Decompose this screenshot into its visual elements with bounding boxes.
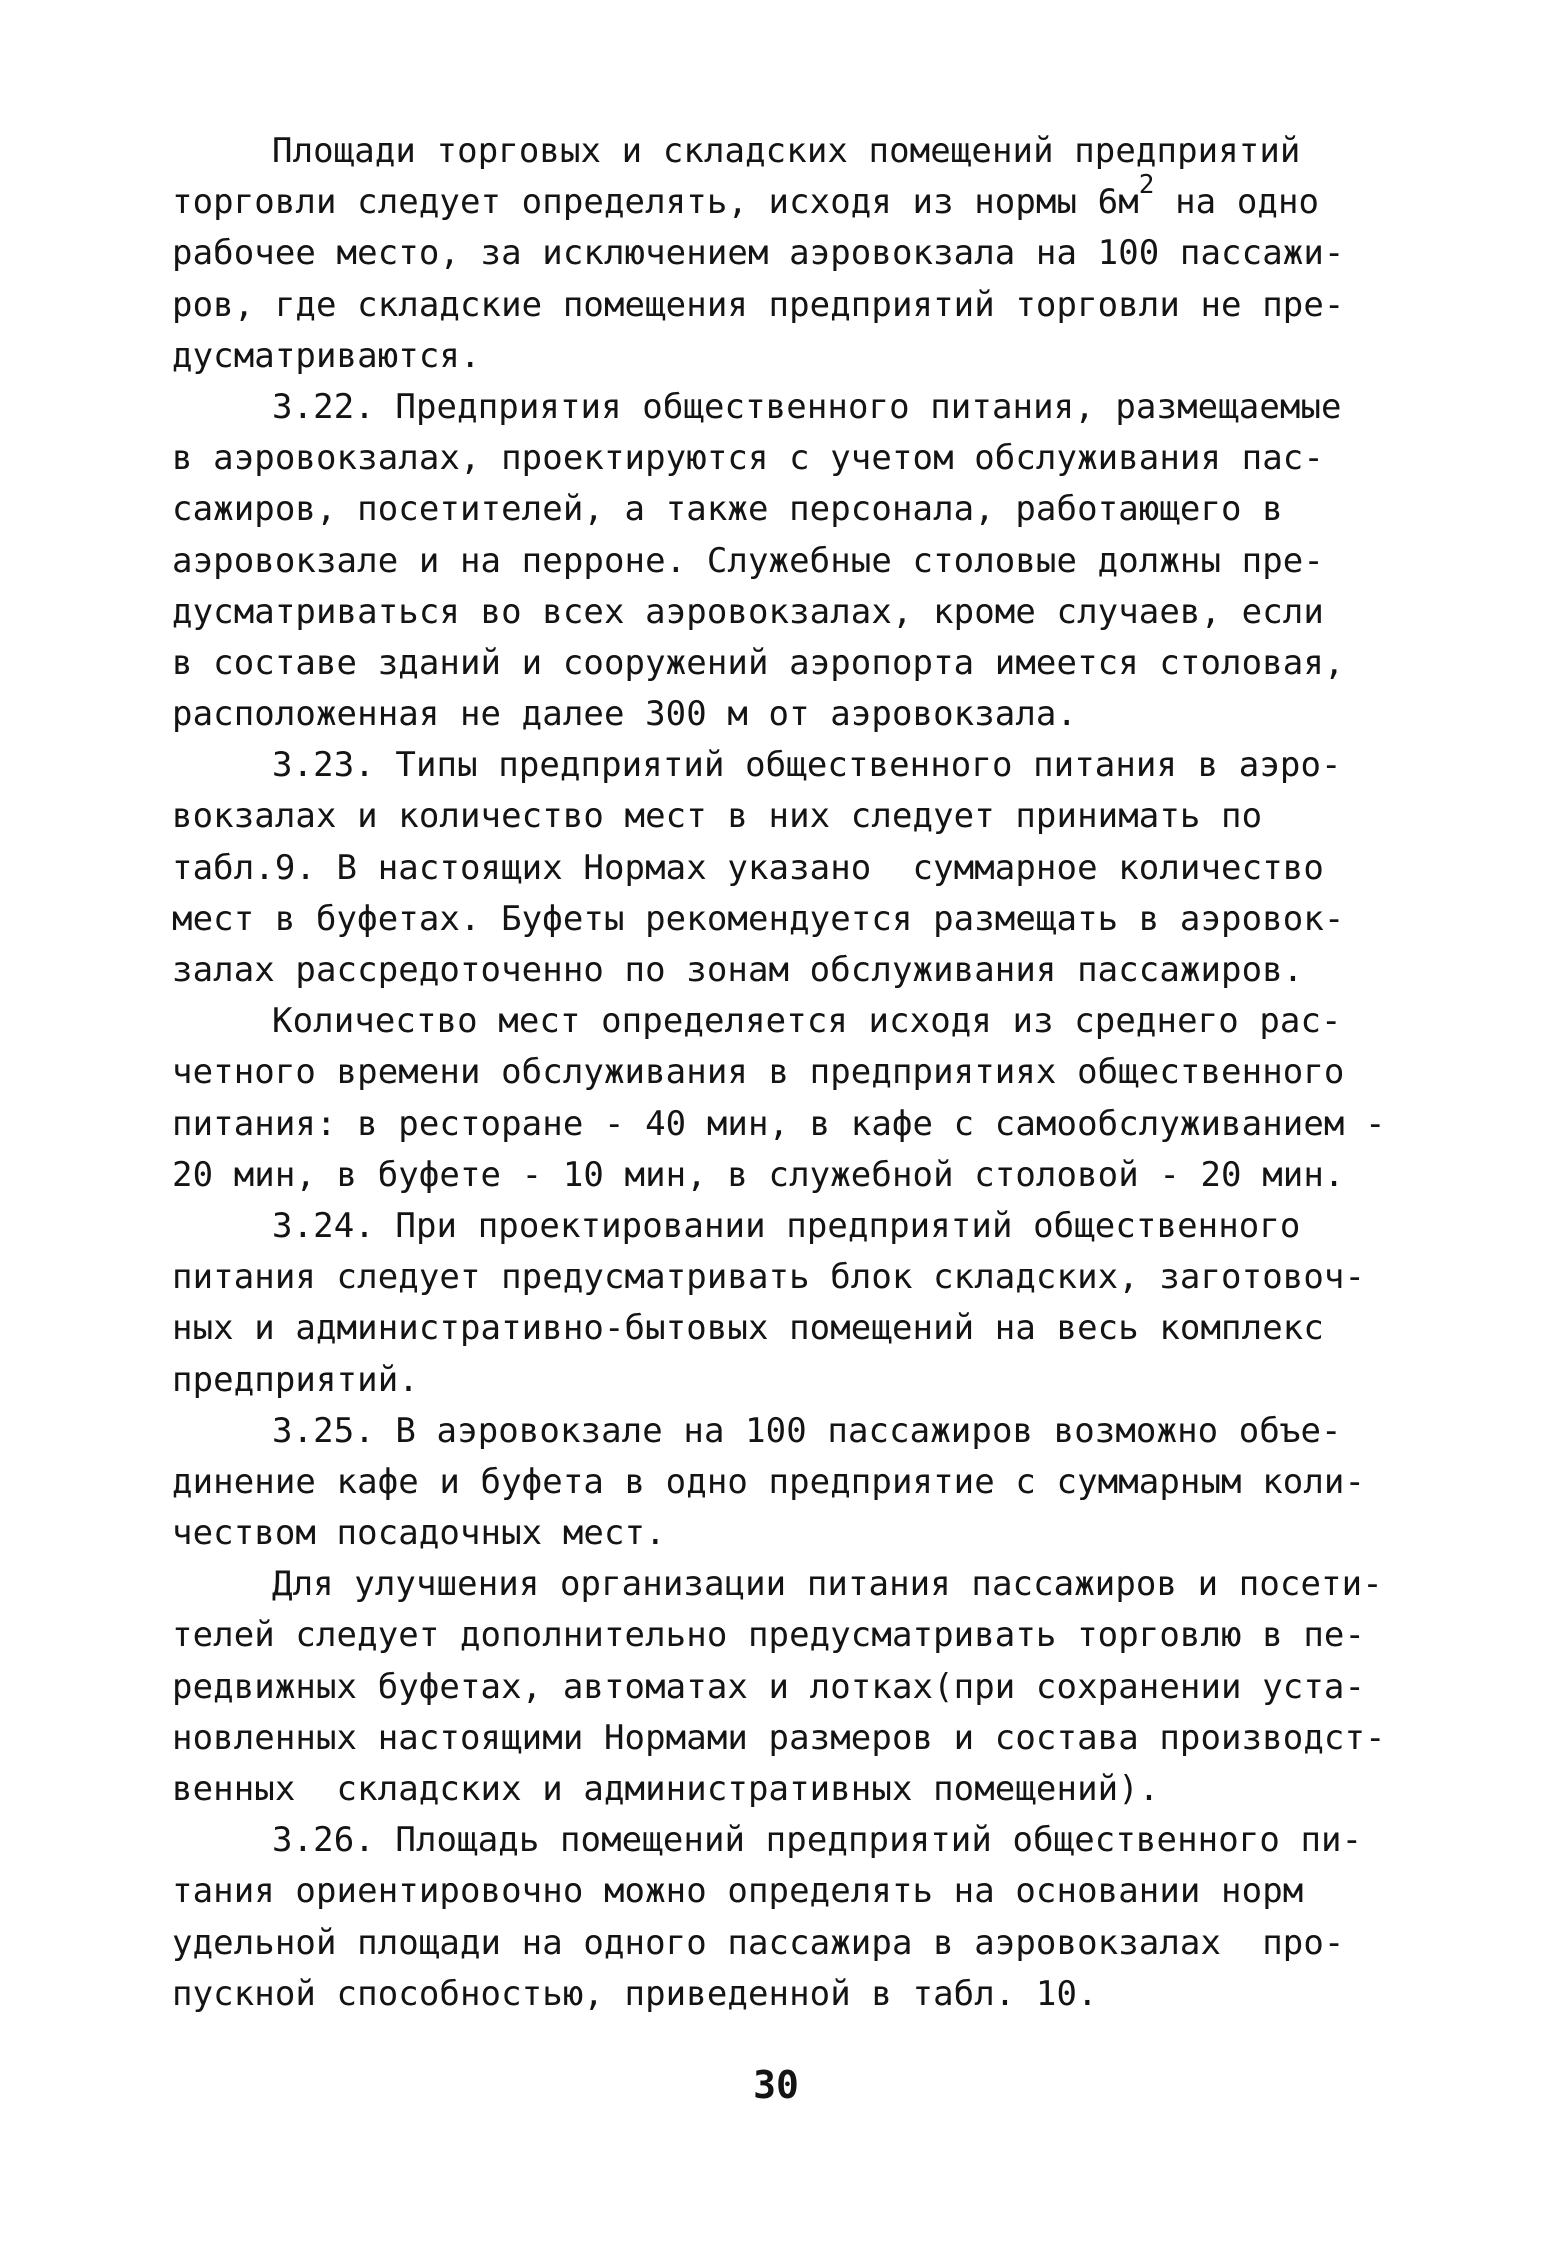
text-line: 20 мин, в буфете - 10 мин, в служебной столовой - 20 мин. <box>172 1154 1345 1195</box>
superscript: 2 <box>1138 170 1155 201</box>
section-3-26-heading-line: 3.26. Площадь помещений предприятий общественного пи- <box>272 1820 1363 1861</box>
text-line: сажиров, посетителей, а также персонала, работающего в <box>172 489 1283 530</box>
text-line: табл.9. В настоящих Нормах указано суммарное количество <box>172 847 1324 888</box>
text-line: телей следует дополнительно предусматривать торговлю в пе- <box>172 1615 1366 1656</box>
text-line: дусматриваются. <box>172 335 481 376</box>
text-line: аэровокзале и на перроне. Служебные столовые должны пре- <box>172 540 1324 581</box>
text-line: тания ориентировочно можно определять на основании норм <box>172 1871 1304 1912</box>
text-line: дусматриваться во всех аэровокзалах, кроме случаев, если <box>172 591 1324 632</box>
text-line: питания: в ресторане - 40 мин, в кафе с самообслуживанием - <box>172 1103 1386 1144</box>
text-line: Площади торговых и складских помещений предприятий <box>272 131 1301 171</box>
text-line: венных складских и административных помещений). <box>172 1769 1160 1809</box>
section-3-24-heading-line: 3.24. При проектировании предприятий общественного <box>272 1205 1301 1246</box>
text-line: мест в буфетах. Буфеты рекомендуется размещать в аэровок- <box>172 898 1345 939</box>
text-line: предприятий. <box>172 1359 419 1400</box>
text-line: расположенная не далее 300 м от аэровокзала. <box>172 694 1078 735</box>
text-line: Количество мест определяется исходя из среднего рас- <box>272 1001 1342 1042</box>
text-line: ров, где складские помещения предприятий торговли не пре- <box>172 284 1345 325</box>
section-3-25-heading-line: 3.25. В аэровокзале на 100 пассажиров возможно объе- <box>272 1410 1342 1451</box>
text-line: новленных настоящими Нормами размеров и состава производст- <box>172 1717 1386 1758</box>
text-line: чеством посадочных мест. <box>172 1513 666 1554</box>
text-line: редвижных буфетах, автоматах и лотках(при сохранении уста- <box>172 1666 1366 1707</box>
text-line: пускной способностью, приведенной в табл. 10. <box>172 1973 1098 2014</box>
text-line <box>172 170 1412 228</box>
text-line-part: на одно <box>1154 182 1320 223</box>
text-line: ных и административно-бытовых помещений на весь комплекс <box>172 1308 1324 1349</box>
text-line: четного времени обслуживания в предприятиях общественного <box>172 1052 1345 1093</box>
text-line: залах рассредоточенно по зонам обслуживания пассажиров. <box>172 950 1304 990</box>
text-line: динение кафе и буфета в одно предприятие с суммарным коли- <box>172 1461 1366 1502</box>
text-line: питания следует предусматривать блок складских, заготовоч- <box>172 1257 1366 1298</box>
body-text <box>172 126 1412 2020</box>
text-line-part: торговли следует определять, исходя из нормы 6м <box>172 182 1139 223</box>
page-number: 30 <box>753 2063 799 2107</box>
section-3-23-heading-line: 3.23. Типы предприятий общественного питания в аэро- <box>272 745 1342 786</box>
text-line: в аэровокзалах, проектируются с учетом обслуживания пас- <box>172 438 1324 479</box>
text-line: удельной площади на одного пассажира в аэровокзалах про- <box>172 1922 1345 1963</box>
section-3-22-heading-line: 3.22. Предприятия общественного питания, размещаемые <box>272 386 1342 427</box>
text-line: в составе зданий и сооружений аэропорта имеется столовая, <box>172 642 1345 683</box>
text-line: вокзалах и количество мест в них следует принимать по <box>172 796 1263 837</box>
text-line: рабочее место, за исключением аэровокзала на 100 пассажи- <box>172 233 1345 274</box>
text-line: Для улучшения организации питания пассажиров и посети- <box>272 1564 1383 1605</box>
